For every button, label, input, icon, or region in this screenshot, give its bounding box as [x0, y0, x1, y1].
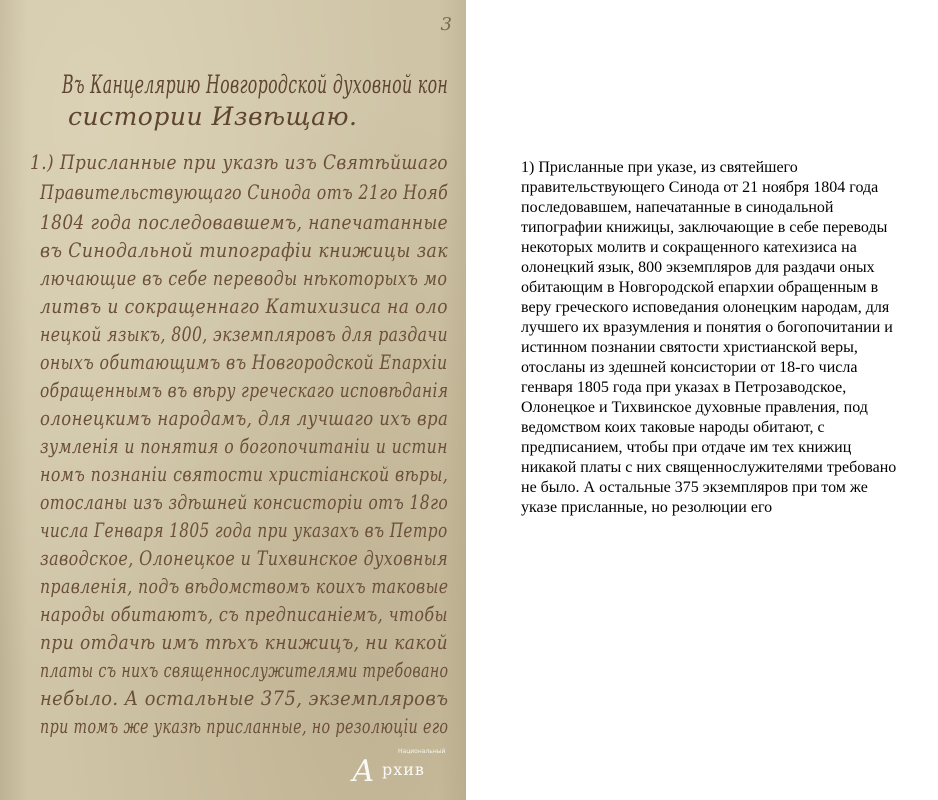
- manuscript-line: правленiя, подъ вѣдомствомъ коихъ таковые: [40, 574, 449, 598]
- manuscript-line: номъ познанiи святости христiанской вѣры,: [40, 462, 449, 486]
- manuscript-line: Правительствующаго Синода отъ 21го Нояб: [40, 180, 449, 204]
- archive-logo-letter: А: [352, 754, 375, 789]
- manuscript-line: олонецкимъ народамъ, для лучшаго ихъ вра: [40, 406, 449, 430]
- manuscript-line: зумленiя и понятия о богопочитанiи и истин: [40, 434, 448, 458]
- manuscript-line: отосланы изъ здѣшней консисторiи отъ 18го: [40, 490, 449, 514]
- archive-logo-caption: Национальный: [398, 748, 446, 755]
- manuscript-line: при томъ же указѣ присланные, но резолюцiи его: [40, 714, 449, 738]
- manuscript-line: въ Синодальной типографiи книжицы зак: [40, 238, 448, 262]
- manuscript-heading-line: систории Извѣщаю.: [68, 102, 358, 131]
- manuscript-line: 1804 года последовавшемъ, напечатанные: [40, 210, 449, 234]
- archive-logo-word: рхив: [382, 760, 425, 779]
- manuscript-line: народы обитаютъ, съ предписанiемъ, чтобы: [40, 602, 448, 626]
- transcription-text: 1) Присланные при указе, из святейшего правительствующего Синода от 21 ноября 1804 года последовавшем, напечатанные в синодальной типографии книжицы, заключающие в себе переводы некоторых молитв и сокращенного катехизиса на олонецкий язык, 800 экземпляров для раздачи оных обитающим в Новгородской епархии обращенным в веру греческого исповедания олонецким народам, для лучшего их вразумления и понятия о богопочитании и истинном познании святости христианской веры, отосланы из здешней консистории от 18-го числа генваря 1805 года при указах в Петрозаводское, Олонецкое и Тихвинское духовные правления, под ведомством коих таковые народы обитают, с предписанием, чтобы при отдаче им тех книжиц никакой платы с них священнослужителями требовано не было. А остальные 375 экземпляров при том же указе присланные, но резолюции его: [521, 159, 897, 516]
- manuscript-line: платы съ нихъ священнослужителями требовано: [40, 658, 449, 682]
- manuscript-line: нецкой языкъ, 800, экземпляровъ для раздачи: [40, 322, 449, 346]
- manuscript-line: числа Генваря 1805 года при указахъ въ Петро: [40, 518, 448, 542]
- manuscript-line: оныхъ обитающимъ въ Новгородской Епархiи: [40, 350, 448, 374]
- manuscript-line: при отдачѣ имъ тѣхъ книжицъ, ни какой: [40, 630, 449, 654]
- manuscript-line: заводское, Олонецкое и Тихвинское духовныя: [40, 546, 449, 570]
- manuscript-line: лючающие въ себе переводы нѣкоторыхъ мо: [40, 266, 448, 290]
- manuscript-line: обращеннымъ въ вѣру греческаго исповѣданiя: [40, 378, 449, 402]
- manuscript-heading-line: Въ Канцелярию Новгородской духовной кон: [62, 70, 449, 99]
- manuscript-scan: [0, 0, 466, 800]
- manuscript-line: 1.) Присланные при указѣ изъ Святѣйшаго: [30, 150, 448, 174]
- archive-logo: [352, 742, 462, 792]
- page-number: 3: [440, 14, 452, 35]
- manuscript-line: литвъ и сокращеннаго Катихизиса на оло: [40, 294, 448, 318]
- manuscript-line: небыло. А остальные 375, экземпляровъ: [40, 686, 449, 710]
